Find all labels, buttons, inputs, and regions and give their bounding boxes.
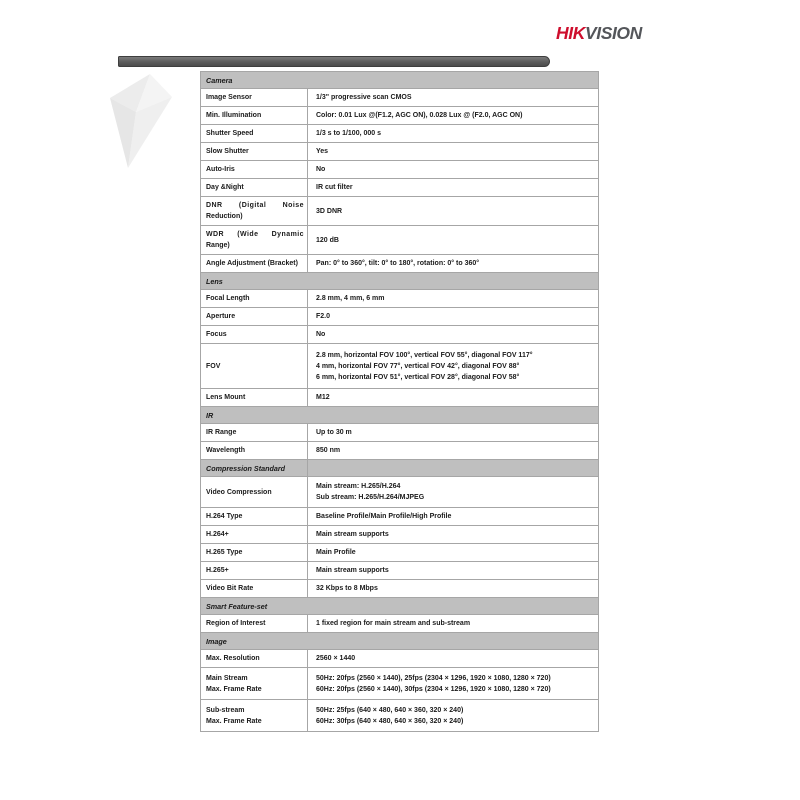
spec-value (308, 526, 599, 544)
section-title: Camera (201, 72, 599, 89)
spec-value-line: Sub stream: H.265/H.264/MJPEG (316, 494, 425, 501)
spec-label (201, 544, 308, 562)
spec-table-body (201, 72, 599, 732)
spec-row (201, 89, 599, 107)
spec-label-line: H.265 Type (206, 549, 243, 556)
section-title-spacer (308, 460, 599, 477)
spec-label-line: Reduction) (206, 213, 243, 220)
spec-label (201, 143, 308, 161)
header-divider-bar (118, 56, 550, 67)
spec-label-line: Focal Length (206, 295, 250, 302)
spec-value (308, 107, 599, 125)
spec-label-line: Region of Interest (206, 620, 266, 627)
spec-label-line: Main Stream (206, 674, 248, 682)
spec-value-line: 850 nm (316, 447, 341, 454)
spec-label (201, 197, 308, 226)
spec-value-line: Up to 30 m (316, 429, 352, 436)
spec-row (201, 650, 599, 668)
spec-label (201, 424, 308, 442)
section-title: Compression Standard (201, 460, 308, 477)
spec-value (308, 290, 599, 308)
section-title: Lens (201, 273, 599, 290)
spec-label-line: Day &Night (206, 184, 244, 191)
spec-value-line: 1/3 s to 1/100, 000 s (316, 130, 381, 137)
spec-row (201, 477, 599, 508)
spec-value (308, 226, 599, 255)
section-header-row (201, 407, 599, 424)
section-header-row (201, 598, 599, 615)
section-header-row (201, 72, 599, 89)
spec-row (201, 508, 599, 526)
spec-value-line: F2.0 (316, 313, 331, 320)
spec-row (201, 226, 599, 255)
spec-value-line: M12 (316, 394, 330, 401)
spec-label-line: H.265+ (206, 567, 229, 574)
spec-row (201, 389, 599, 407)
spec-label-line: WDR (Wide Dynamic (206, 231, 304, 238)
spec-value (308, 161, 599, 179)
spec-value-line: Yes (316, 148, 329, 155)
spec-value-line: 1 fixed region for main stream and sub-stream (316, 620, 471, 627)
spec-value (308, 668, 599, 700)
spec-label-line: Max. Resolution (206, 655, 260, 662)
spec-value (308, 700, 599, 732)
logo-vision-text: VISION (584, 23, 642, 43)
spec-label-line: H.264 Type (206, 513, 243, 520)
spec-value-line: 3D DNR (316, 207, 343, 215)
spec-label-line: Focus (206, 331, 227, 338)
section-title: IR (201, 407, 599, 424)
spec-value (308, 650, 599, 668)
spec-value (308, 89, 599, 107)
spec-label-line: DNR (Digital Noise (206, 202, 304, 209)
spec-value-line: 6 mm, horizontal FOV 51°, vertical FOV 28°, diagonal FOV 58° (316, 373, 520, 381)
spec-label (201, 477, 308, 508)
spec-row (201, 143, 599, 161)
spec-value (308, 562, 599, 580)
spec-row (201, 326, 599, 344)
spec-label-line: Auto-Iris (206, 166, 235, 173)
spec-value (308, 508, 599, 526)
spec-label (201, 255, 308, 273)
spec-label-line: Shutter Speed (206, 130, 254, 137)
spec-label (201, 125, 308, 143)
spec-value (308, 544, 599, 562)
spec-value-line: No (316, 331, 326, 338)
section-header-row (201, 633, 599, 650)
spec-row (201, 344, 599, 389)
spec-label-line: Range) (206, 242, 230, 249)
spec-row (201, 544, 599, 562)
spec-row (201, 526, 599, 544)
spec-value (308, 424, 599, 442)
spec-value-line: No (316, 166, 326, 173)
spec-label (201, 89, 308, 107)
spec-value (308, 580, 599, 598)
spec-value-line: Main stream: H.265/H.264 (316, 483, 401, 490)
spec-row (201, 308, 599, 326)
spec-value-line: Baseline Profile/Main Profile/High Profile (316, 513, 452, 520)
section-title: Image (201, 633, 599, 650)
spec-value-line: 32 Kbps to 8 Mbps (316, 585, 378, 592)
spec-sheet (200, 71, 599, 732)
spec-label-line: H.264+ (206, 531, 229, 538)
spec-row (201, 424, 599, 442)
spec-label-line: IR Range (206, 429, 237, 436)
spec-label (201, 344, 308, 389)
spec-label (201, 290, 308, 308)
spec-row (201, 668, 599, 700)
spec-row (201, 197, 599, 226)
spec-label-line: FOV (206, 362, 221, 370)
spec-label-line: Max. Frame Rate (206, 685, 262, 693)
spec-value (308, 389, 599, 407)
spec-value (308, 179, 599, 197)
section-header-row (201, 273, 599, 290)
spec-value (308, 344, 599, 389)
spec-label-line: Sub-stream (206, 706, 245, 714)
spec-value-line: 60Hz: 20fps (2560 × 1440), 30fps (2304 × 1296, 1920 × 1080, 1280 × 720) (316, 685, 551, 693)
spec-value-line: Pan: 0° to 360°, tilt: 0° to 180°, rotation: 0° to 360° (316, 260, 480, 267)
spec-row (201, 700, 599, 732)
spec-value (308, 442, 599, 460)
spec-label (201, 226, 308, 255)
spec-label (201, 526, 308, 544)
spec-label (201, 326, 308, 344)
spec-label-line: Min. Illumination (206, 112, 262, 119)
spec-value (308, 477, 599, 508)
spec-row (201, 290, 599, 308)
spec-value-line: Main stream supports (316, 531, 389, 538)
spec-row (201, 562, 599, 580)
section-title: Smart Feature-set (201, 598, 599, 615)
spec-value (308, 308, 599, 326)
spec-label (201, 389, 308, 407)
spec-value (308, 143, 599, 161)
spec-value-line: 2.8 mm, horizontal FOV 100°, vertical FOV 55°, diagonal FOV 117° (316, 351, 533, 359)
spec-label (201, 107, 308, 125)
spec-row (201, 255, 599, 273)
section-header-row (201, 460, 599, 477)
spec-label-line: Wavelength (206, 447, 246, 454)
spec-label-line: Lens Mount (206, 394, 246, 401)
spec-label-line: Video Compression (206, 488, 272, 496)
spec-value (308, 197, 599, 226)
spec-value (308, 326, 599, 344)
spec-label (201, 668, 308, 700)
spec-value (308, 255, 599, 273)
spec-label (201, 700, 308, 732)
spec-value-line: Main Profile (316, 549, 356, 556)
spec-row (201, 107, 599, 125)
spec-label-line: Video Bit Rate (206, 585, 254, 592)
spec-value-line: 4 mm, horizontal FOV 77°, vertical FOV 42°, diagonal FOV 88° (316, 362, 520, 370)
spec-label-line: Image Sensor (206, 94, 252, 101)
spec-row (201, 179, 599, 197)
spec-label-line: Slow Shutter (206, 148, 249, 155)
spec-row (201, 161, 599, 179)
spec-value-line: Color: 0.01 Lux @(F1.2, AGC ON), 0.028 Lux @ (F2.0, AGC ON) (316, 112, 523, 119)
spec-value-line: 60Hz: 30fps (640 × 480, 640 × 360, 320 × 240) (316, 717, 464, 725)
spec-label (201, 580, 308, 598)
spec-label-line: Angle Adjustment (Bracket) (206, 260, 298, 267)
logo-hik-text: HIK (556, 23, 585, 43)
spec-label (201, 562, 308, 580)
spec-row (201, 125, 599, 143)
spec-value-line: 50Hz: 20fps (2560 × 1440), 25fps (2304 × 1296, 1920 × 1080, 1280 × 720) (316, 674, 551, 682)
spec-label (201, 615, 308, 633)
spec-row (201, 580, 599, 598)
hikvision-logo (556, 23, 642, 44)
spec-table (200, 71, 599, 732)
spec-label (201, 650, 308, 668)
spec-value-line: 50Hz: 25fps (640 × 480, 640 × 360, 320 × 240) (316, 706, 464, 714)
spec-value (308, 125, 599, 143)
spec-row (201, 442, 599, 460)
spec-value-line: Main stream supports (316, 567, 389, 574)
spec-label-line: Max. Frame Rate (206, 717, 262, 725)
spec-label (201, 308, 308, 326)
watermark-shape (106, 70, 194, 172)
spec-value (308, 615, 599, 633)
spec-value-line: 2560 × 1440 (316, 655, 356, 662)
spec-label (201, 442, 308, 460)
spec-label (201, 161, 308, 179)
spec-label (201, 508, 308, 526)
spec-value-line: 1/3" progressive scan CMOS (316, 94, 412, 101)
spec-row (201, 615, 599, 633)
spec-label-line: Aperture (206, 313, 236, 320)
spec-label (201, 179, 308, 197)
spec-value-line: IR cut filter (316, 184, 353, 191)
spec-value-line: 2.8 mm, 4 mm, 6 mm (316, 295, 385, 302)
spec-value-line: 120 dB (316, 236, 339, 244)
